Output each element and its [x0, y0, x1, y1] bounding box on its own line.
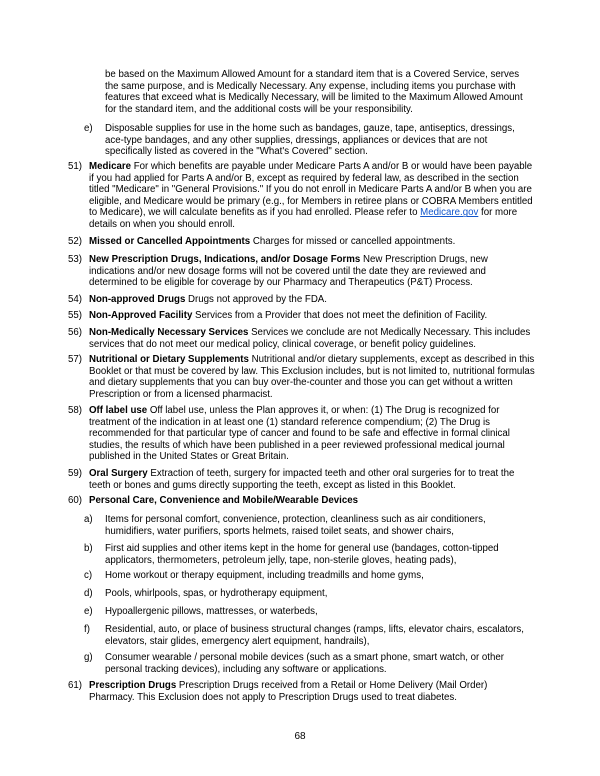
item-term: New Prescription Drugs, Indications, and/or Dosage Forms: [89, 254, 361, 265]
item-term: Off label use: [89, 405, 148, 416]
item-body: [89, 354, 535, 400]
exclusion-item-54: [68, 294, 535, 306]
item-number: 51): [68, 161, 83, 172]
item-body: [89, 405, 535, 463]
item-body: [89, 680, 535, 703]
item-number: 55): [68, 310, 83, 321]
item-body: [89, 468, 535, 491]
sub-item-60-1: [84, 543, 535, 566]
item-term: Prescription Drugs: [89, 680, 177, 691]
item-term: Personal Care, Convenience and Mobile/Wearable Devices: [89, 495, 359, 506]
item-text: Nutritional and/or dietary supplements, except as described in this Booklet or that must be covered by law. This Exclusion includes, but is not limited to, nutritional formulas and dietary supplements that you can buy over-the-counter and those you can get without a written Prescription or from a licensed pharmacist.: [89, 354, 535, 400]
item-body: [89, 254, 535, 289]
item-number: 52): [68, 236, 83, 247]
exclusion-item-56: [68, 327, 535, 350]
sub-item-label: d): [84, 588, 93, 599]
item-number: 54): [68, 294, 83, 305]
exclusion-item-60: [68, 495, 535, 507]
item-body: [89, 161, 535, 231]
item-text: Services from a Provider that does not meet the definition of Facility.: [192, 310, 488, 321]
exclusion-item-52: [68, 236, 535, 248]
exclusion-item-58: [68, 405, 535, 463]
sub-item-label: e): [84, 123, 93, 134]
sub-item-60-2: [84, 570, 535, 582]
exclusion-item-51: [68, 161, 535, 231]
item-text: Services we conclude are not Medically Necessary. This includes services that do not meet our medical policy, clinical coverage, or benefit policy guidelines.: [89, 327, 531, 350]
sub-item-60-0: [84, 514, 535, 537]
item-term: Oral Surgery: [89, 468, 148, 479]
item-text: Prescription Drugs received from a Retail or Home Delivery (Mail Order) Pharmacy. This Exclusion does not apply to Prescription Drugs used to treat diabetes.: [89, 680, 488, 703]
exclusion-item-55: [68, 310, 535, 322]
exclusion-item-57: [68, 354, 535, 400]
item-number: 61): [68, 680, 83, 691]
item-text: Drugs not approved by the FDA.: [185, 294, 327, 305]
sub-item-text: Disposable supplies for use in the home such as bandages, gauze, tape, antiseptics, dressings, ace-type bandages, and any other supplies, dressings, appliances or devices that are not specifically listed as covered in the "What's Covered" section.: [105, 123, 515, 158]
item-number: 58): [68, 405, 83, 416]
item-number: 60): [68, 495, 83, 506]
sub-item-60-5: [84, 624, 535, 647]
sub-item-text: Consumer wearable / personal mobile devices (such as a smart phone, smart watch, or other personal tracking devices), including any software or applications.: [105, 652, 504, 675]
sub-item-label: f): [84, 624, 90, 635]
sub-item-label: c): [84, 570, 93, 581]
item-text: Off label use, unless the Plan approves it, or when: (1) The Drug is recognized for treatment of the indication in at least one (1) standard reference compendium; (2) The Drug is recommended for that particular type of cancer and found to be safe and effective in formal clinical studies, the results of which have been published in a peer reviewed professional medical journal published in the United States or Great Britain.: [89, 405, 510, 463]
item-text: Extraction of teeth, surgery for impacted teeth and other oral surgeries for to treat the teeth or bones and gums directly supporting the teeth, except as listed in this Booklet.: [89, 468, 515, 491]
sub-item-text: Home workout or therapy equipment, including treadmills and home gyms,: [105, 570, 424, 581]
exclusion-item-61: [68, 680, 535, 703]
sub-item-text: Residential, auto, or place of business structural changes (ramps, lifts, elevator chairs, escalators, elevators, stair glides, emergency alert equipment, handrails),: [105, 624, 524, 647]
sub-item-text: Pools, whirlpools, spas, or hydrotherapy equipment,: [105, 588, 328, 599]
medicare-gov-link[interactable]: Medicare.gov: [420, 207, 479, 219]
item-number: 53): [68, 254, 83, 265]
item-number: 56): [68, 327, 83, 338]
item-term: Nutritional or Dietary Supplements: [89, 354, 249, 365]
item-body: [89, 236, 535, 248]
sub-item-e: [84, 123, 535, 158]
item-text: For which benefits are payable under Medicare Parts A and/or B or would have been payable if you had applied for Parts A and/or B, except as required by federal law, as described in the section titled "Medicare" in "General Provisions." If you do not enroll in Medicare Parts A and/or B when you are eligible, and Medicare would be primary (e.g., for Members in retiree plans or COBRA Members entitled to Medicare), we will calculate benefits as if you had enrolled. Please refer to: [89, 161, 533, 219]
sub-item-text: First aid supplies and other items kept in the home for general use (bandages, cotton-tipped applicators, thermometers, petroleum jelly, tape, non-sterile gloves, heating pads),: [105, 543, 499, 566]
page-number: 68: [294, 731, 306, 742]
sub-item-text: Hypoallergenic pillows, mattresses, or waterbeds,: [105, 606, 318, 617]
item-body: [89, 327, 535, 350]
item-number: 57): [68, 354, 83, 365]
item-term: Non-Approved Facility: [89, 310, 193, 321]
sub-item-label: g): [84, 652, 93, 663]
sub-item-60-3: [84, 588, 535, 600]
sub-item-label: b): [84, 543, 93, 554]
item-body: [89, 495, 535, 507]
item-number: 59): [68, 468, 83, 479]
sub-item-text: Items for personal comfort, convenience, protection, cleanliness such as air conditioners, humidifiers, water purifiers, sports helmets, raised toilet seats, and shower chairs,: [105, 514, 486, 537]
exclusion-item-53: [68, 254, 535, 289]
item-term: Non-Medically Necessary Services: [89, 327, 249, 338]
sub-item-60-4: [84, 606, 535, 618]
sub-item-60-6: [84, 652, 535, 675]
continuation-paragraph: be based on the Maximum Allowed Amount for a standard item that is a Covered Service, serves the same purpose, and is Medically Necessary. Any expense, including items you purchase with features that exceed what is Medically Necessary, will be limited to the Maximum Allowed Amount for the standard item, and the additional costs will be your responsibility.: [105, 69, 523, 115]
exclusion-item-59: [68, 468, 535, 491]
item-term: Non-approved Drugs: [89, 294, 186, 305]
item-text: Charges for missed or cancelled appointments.: [250, 236, 456, 247]
sub-item-label: e): [84, 606, 93, 617]
item-term: Medicare: [89, 161, 131, 172]
sub-item-label: a): [84, 514, 93, 525]
item-body: [89, 310, 535, 322]
item-text-after: for more details on when you should enroll.: [89, 207, 518, 230]
item-term: Missed or Cancelled Appointments: [89, 236, 251, 247]
item-body: [89, 294, 535, 306]
item-text: New Prescription Drugs, new indications and/or new dosage forms will not be covered until the date they are reviewed and determined to be eligible for coverage by our Pharmacy and Therapeutics (P&T) Process.: [89, 254, 488, 289]
